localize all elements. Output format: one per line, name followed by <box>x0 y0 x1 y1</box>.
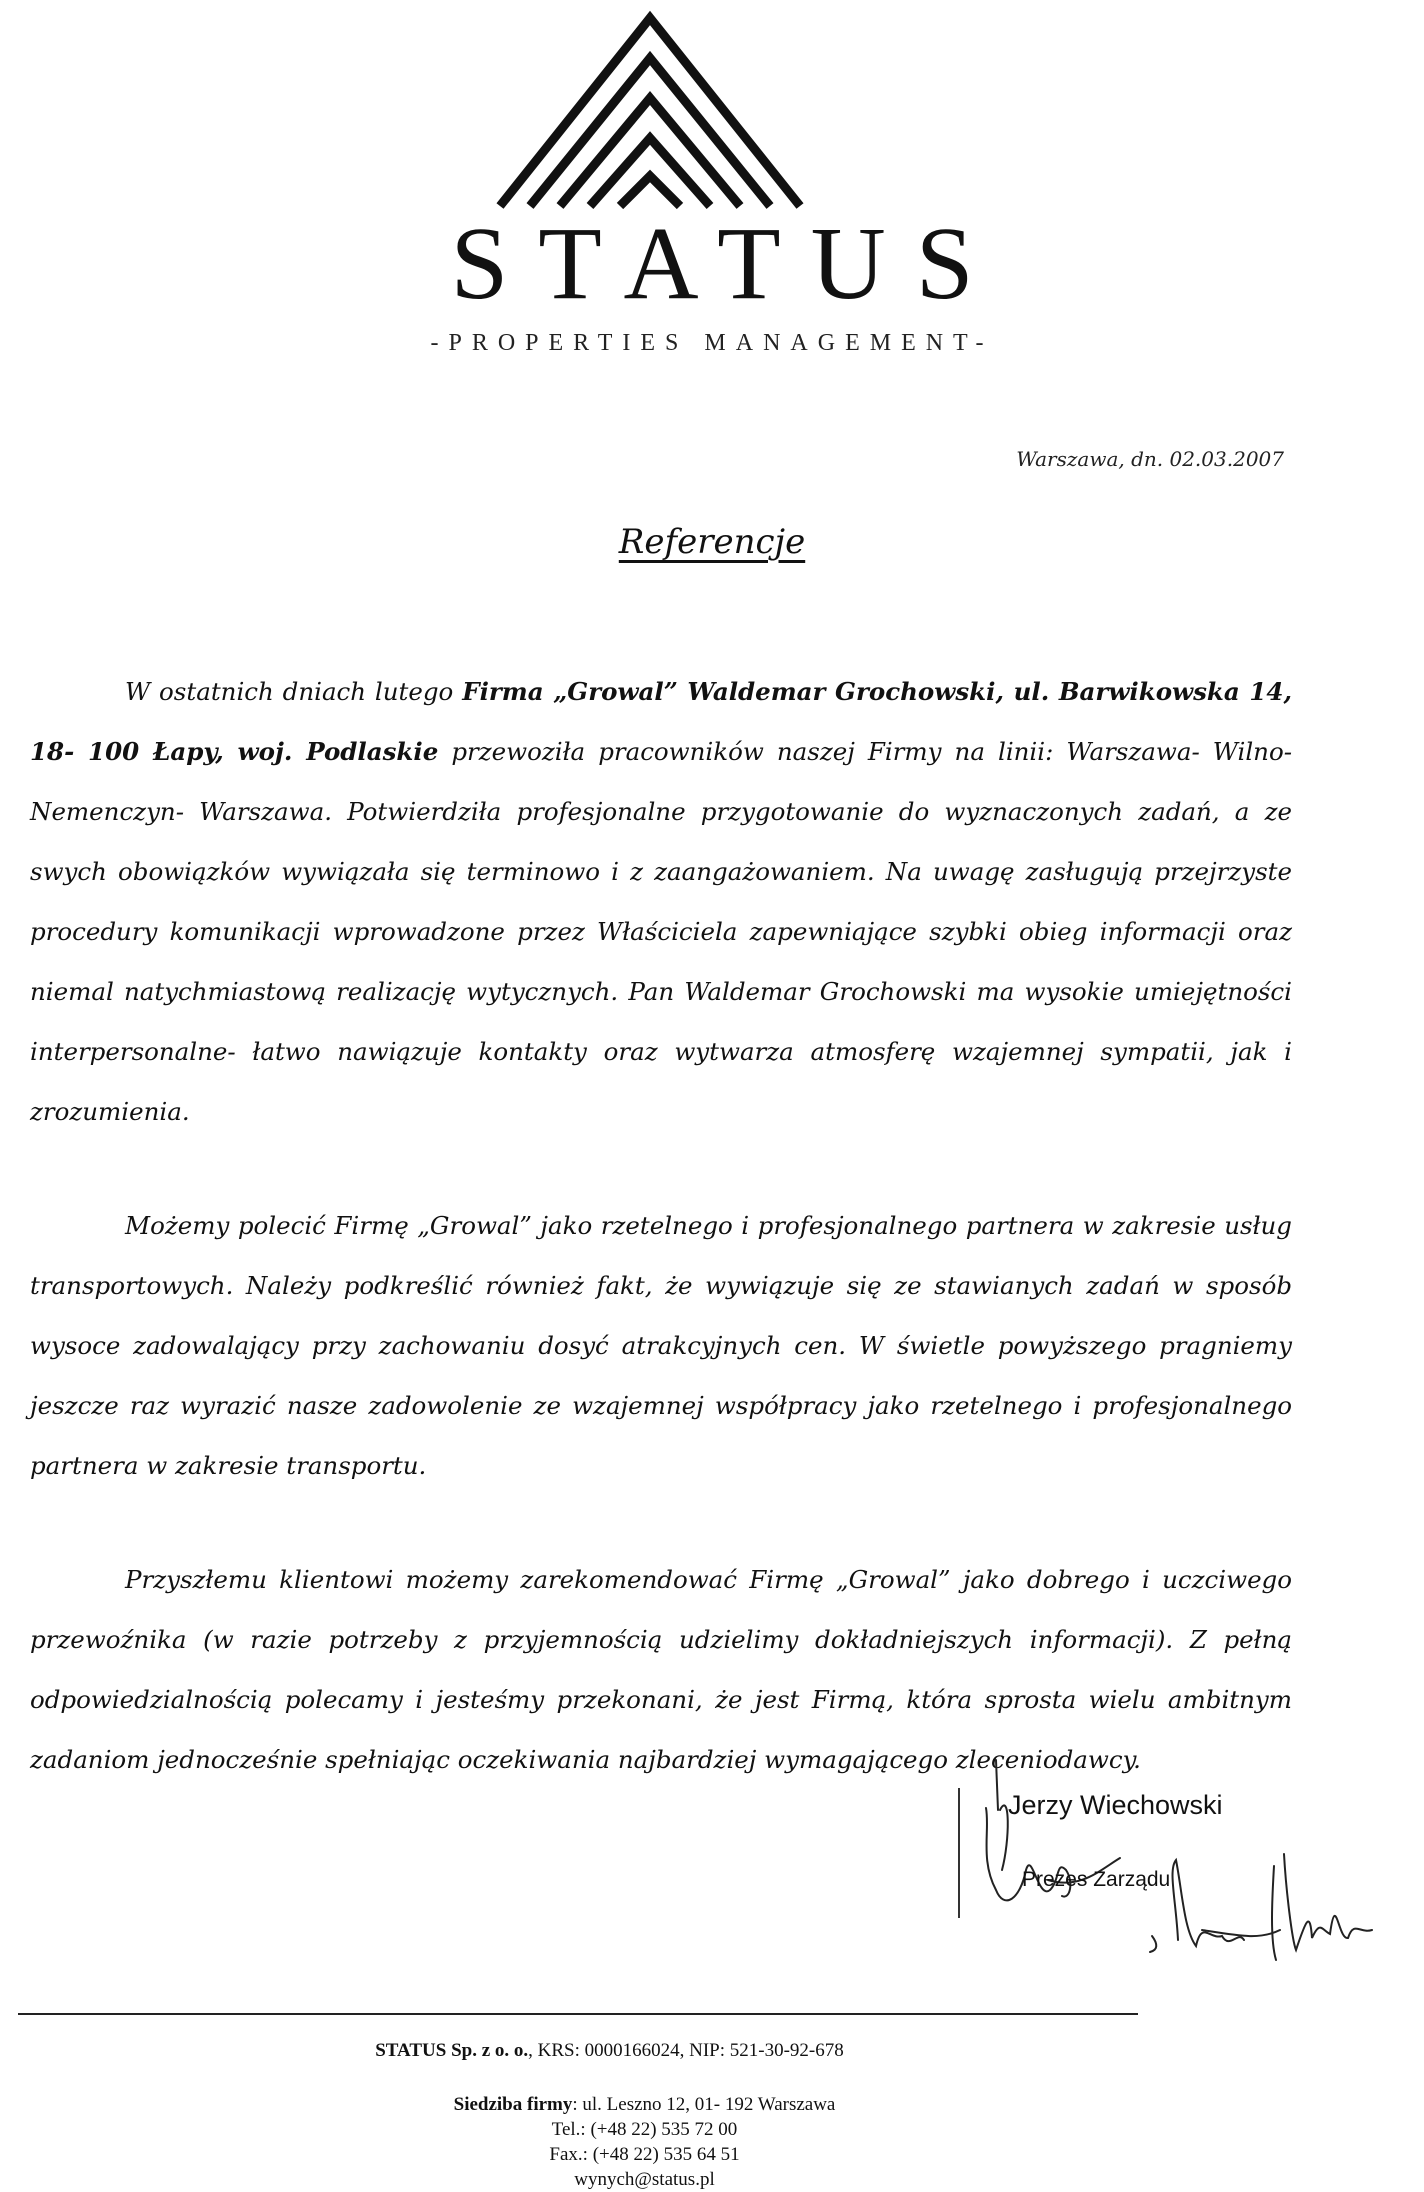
letter-date: Warszawa, dn. 02.03.2007 <box>1016 447 1284 471</box>
handwritten-signature-icon <box>940 1750 1424 2010</box>
footer-registration: STATUS Sp. z o. o., KRS: 0000166024, NIP: 521-30-92-678 <box>375 2040 844 2061</box>
company-tagline: -PROPERTIES MANAGEMENT- <box>430 330 994 356</box>
footer-email[interactable]: wynych@status.pl <box>574 2169 715 2190</box>
signature-block <box>940 1750 1424 2010</box>
footer-fax: Fax.: (+48 22) 535 64 51 <box>549 2144 740 2165</box>
pyramid-logo-icon <box>490 10 810 210</box>
footer-hq: Siedziba firmy: ul. Leszno 12, 01- 192 Warszawa <box>453 2094 836 2115</box>
footer-contact <box>0 2092 1424 2192</box>
paragraph-3: Przyszłemu klientowi możemy zarekomendować Firmę „Growal” jako dobrego i uczciwego przewoźnika (w razie potrzeby z przyjemnością udzielimy dokładniejszych informacji). Z pełną odpowiedzialnością polecamy i jesteśmy przekonani, że jest Firmą, która sprosta wielu ambitnym zadaniom jednocześnie spełniając oczekiwania najbardziej wymagającego zleceniodawcy. <box>30 1565 1292 1774</box>
footer-divider <box>18 2013 1138 2015</box>
paragraph-1: W ostatnich dniach lutego Firma „Growal” Waldemar Grochowski, ul. Barwikowska 14, 18- 100 Łapy, woj. Podlaskie przewoziła pracowników naszej Firmy na linii: Warszawa- Wilno- Nemenczyn- Warszawa. Potwierdziła profesjonalne przygotowanie do wyznaczonych zadań, a ze swych obowiązków wywiązała się terminowo i z zaangażowaniem. Na uwagę zasługują przejrzyste procedury komunikacji wprowadzone przez Właściciela zapewniające szybki obieg informacji oraz niemal natychmiastową realizację wytycznych. Pan Waldemar Grochowski ma wysokie umiejętności interpersonalne- łatwo nawiązuje kontakty oraz wytwarza atmosferę wzajemnej sympatii, jak i zrozumienia. <box>30 677 1293 1126</box>
letter-title: Referencje <box>618 522 806 562</box>
paragraph-2: Możemy polecić Firmę „Growal” jako rzetelnego i profesjonalnego partnera w zakresie usług transportowych. Należy podkreślić również fakt, że wywiązuje się ze stawianych zadań w sposób wysoce zadowalający przy zachowaniu dosyć atrakcyjnych cen. W świetle powyższego pragniemy jeszcze raz wyrazić nasze zadowolenie ze wzajemnej współpracy jako rzetelnego i profesjonalnego partnera w zakresie transportu. <box>30 1211 1292 1480</box>
signer-name: Jerzy Wiechowski <box>1008 1790 1223 1820</box>
signer-role: Prezes Zarządu <box>1022 1868 1171 1891</box>
letter-body <box>30 662 1292 1790</box>
company-reference: Firma „Growal” Waldemar Grochowski, ul. Barwikowska 14, 18- 100 Łapy, woj. Podlaskie <box>30 677 1293 766</box>
footer-tel: Tel.: (+48 22) 535 72 00 <box>551 2119 738 2140</box>
company-brand: STATUS <box>450 206 1004 321</box>
